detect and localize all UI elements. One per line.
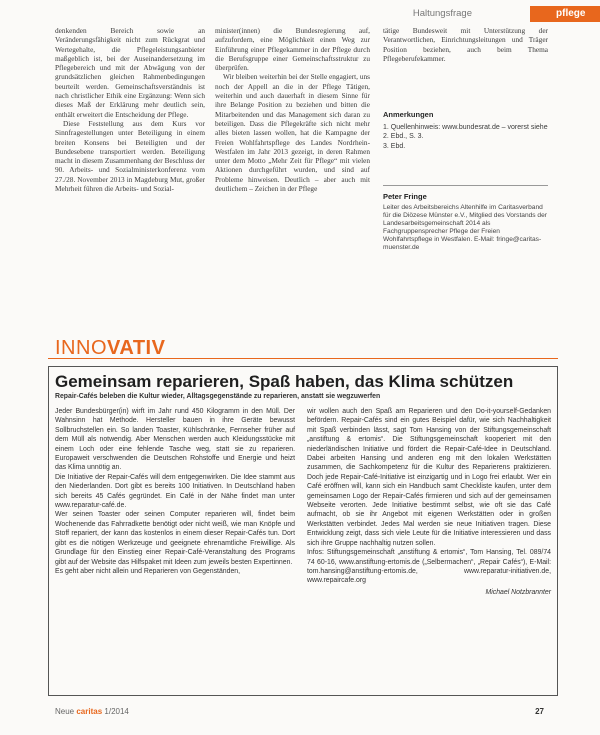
article-column-1 [55,26,205,193]
paragraph: Wer seinen Toaster oder seinen Computer reparieren will, findet beim Wochenende das Fahrradkette benötigt oder nicht weiß, wie man Knöpfe und Stoff repariert, der kann das kostenlos in einem dieser Repair-Cafés tun. Dort gibt es die nötigen Werkzeuge und geeignete ehrenamtliche Freiwillige. Als Grundlage für den Einstieg einer Repair-Café-Veranstaltung des Programs gibt auf der Website das Hilfspaket mit Ideen zum jeweils besten Expertinnen. [55,511,295,566]
page-header [0,6,600,22]
paragraph: Wir bleiben weiterhin bei der Stelle engagiert, uns noch der Appell an die in der Pflege Tätigen, weiterhin und auch dauerhaft in diesem Sinne für ihre Belange Position zu beziehen und bitten die Mitarbeitenden und das Management sich daran zu beteiligen. Dass die Pflegekräfte sich nicht mehr alles bieten lassen wollen, hat die Kampagne der Freien Wohlfahrtspflege des Landes Nordrhein-Westfalen im Jahr 2013 gezeigt, in deren Rahmen unter dem Motto „Mehr Zeit für Pflege“ mit vielen Aktionen durchgeführt wurden, und sind auf Probleme hinweisen. Deutlich – aber auch mit deutlichem – Zeichen in der Pflege [215,72,370,194]
article-column-2 [215,26,370,193]
note-item: 2. Ebd., S. 3. [383,133,424,140]
paragraph: tätige Bundesweit mit Unterstützung der Verantwortlichen, Einrichtungsleitungen und Träger Position beziehen, auch beim Thema Pflegeberufekammer. [383,26,548,63]
notes-heading: Anmerkungen [383,110,434,119]
box-headline: Gemeinsam reparieren, Spaß haben, das Klima schützen [55,372,514,391]
paragraph: Diese Feststellung aus dem Kurs vor Sinnfragestellungen unter Beteiligung in einem breiten Konsens bei Beteiligten und der Bundesebene transportiert werden. Beteiligung macht in diesem Zusammenhang der Beschluss der 90. Arbeits- und Sozialministerkonferenz vom 27./28. November 2013 in Magdeburg Mut, großer Mehrheit führen die Arbeits- und Sozial- [55,118,205,194]
section-label: Haltungsfrage [412,8,472,19]
sidebar-box [48,366,558,696]
paragraph: Es geht aber nicht allein und Reparieren von Gegenständen, [55,567,241,575]
box-subhead: Repair-Cafés beleben die Kultur wieder, Alltagsgegenstände zu reparieren, anstatt sie wegzuwerfen [55,393,381,400]
divider [383,185,548,186]
section-tag: pflege [530,6,600,22]
paragraph: Die Initiative der Repair-Cafés will dem entgegenwirken. Die Idee stammt aus den Niederlanden. Dort gibt es bereits 100 Initiativen. In Deutschland haben sich bereits 45 Cafés gegründet. Ein Café in der Nähe findet man unter www.reparatur-café.de. [55,473,295,510]
notes-section [383,110,548,252]
publication-name [55,707,129,716]
note-item: 3. Ebd. [383,142,406,150]
publication-prefix: Neue [55,707,75,716]
box-column-2 [307,407,551,597]
article-column-3 [383,26,548,63]
box-column-1 [55,407,295,576]
page-footer [0,707,600,721]
paragraph: Infos: Stiftungsgemeinschaft „anstiftung & ertomis“, Tom Hansing, Tel. 089/74 74 60-16, www.anstiftung-ertomis.de („Selbermachen“, „Repair Cafés“), E-Mail: tom.hansing@anstiftung-ertomis.de, www.reparatur-initiativen.de, www.repaircafe.org [307,549,551,585]
page-number: 27 [535,707,544,716]
innovativ-bold: VATIV [107,337,166,359]
signature: Michael Notzbrannter [485,588,551,596]
paragraph: denkenden Bereich sowie an Veränderungsfähigkeit nicht zum Rückgrat und Wertegehalte, die Pflegeleistungsanbieter maßgeblich ist, bei der Auseinandersetzung im Pflegebereich und mit der Abwägung von der grundsätzlichen gleichen Rahmenbedingungen beurteilt werden. Gemeinschaftsverständnis ist nach christlicher Ethik eine Ergänzung: Wenn sich dieses Maß der Erklärung mehr deutlich sein, enthält erweitert die Entscheidung der Pflege. [55,26,205,119]
innovativ-label [55,337,165,360]
paragraph: minister(innen) die Bundesregierung auf, aufzufordern, eine Möglichkeit einen Weg zur Einführung einer Pflegekammer in der Pflege durch die Berufsgruppe einer Gemeinschaftsstruktur zu überprüfen. [215,26,370,73]
author-name: Peter Fringe [383,192,427,201]
publication-bold: caritas [76,707,103,716]
paragraph: wir wollen auch den Spaß am Reparieren und den Do-it-yourself-Gedanken befördern. Repair-Cafés sind ein gutes Beispiel dafür, wie sich Nachhaltigkeit mit Spaß verbinden lässt, sagt Tom Hansing von der Stiftungsgemeinschaft „anstiftung & ertomis“. Die Stiftungsgemeinschaft kooperiert mit den niederländischen Initiative und fördert die Repair-Café-Idee in Deutschland. Dabei arbeiten Hansing und anderen eng mit den lokalen Werkstätten zusammen, die Sachkompetenz für die Kultur des Reparierens praktizieren. Doch jede Repair-Café-Initiative ist einzigartig und in Logo frei erlaubt. Wer ein Café eröffnen will, kann sich ein Handbuch samt Checkliste kaufen, unter dem gemeinsamen Logo der Repair-Cafés firmieren und sich auf der gemeinsamen Webseite verorten. Jede Initiative bestimmt selbst, wie oft sie das Café aufmacht, ob sie ihr Angebot mit eigenen Werkstätten oder in großen Werkstätten verbindet. Jedes Mal werden sie neue Initiativen tragen. Diese Entwicklung zeigt, dass sich viele Leute für die Initiative interessieren und dass sich ihre Gruppe nachhaltig nutzen sollen. [307,408,551,547]
innovativ-light: INNO [55,337,107,359]
issue-number: 1/2014 [104,707,129,716]
author-bio: Leiter des Arbeitsbereichs Altenhilfe im Caritasverband für die Diözese Münster e.V., Mitglied des Vorstands der Landesarbeitsgemeinschaft 2014 als Fachgruppensprecher Pflege der Freien Wohlfahrtspflege in Westfalen. E-Mail: fringe@caritas-muenster.de [383,203,547,251]
divider [48,358,558,359]
note-item: 1. Quellenhinweis: www.bundesrat.de – vorerst siehe [383,123,548,131]
paragraph: Jeder Bundesbürger(in) wirft im Jahr rund 450 Kilogramm in den Müll. Der Wahnsinn hat Methode. Hersteller bauen in ihre Geräte bewusst Sollbruchstellen ein. So landen Toaster, Kühlschränke, Fernseher früher auf dem Müll als notwendig. Aber Menschen werden auch Kleidungsstücke mit einem Loch oder eine fehlende Tasche weg, statt sie zu reparieren. Europaweit verschwenden die Deutschen Rohstoffe und Energie und heizt das Klima unnötig an. [55,408,295,472]
